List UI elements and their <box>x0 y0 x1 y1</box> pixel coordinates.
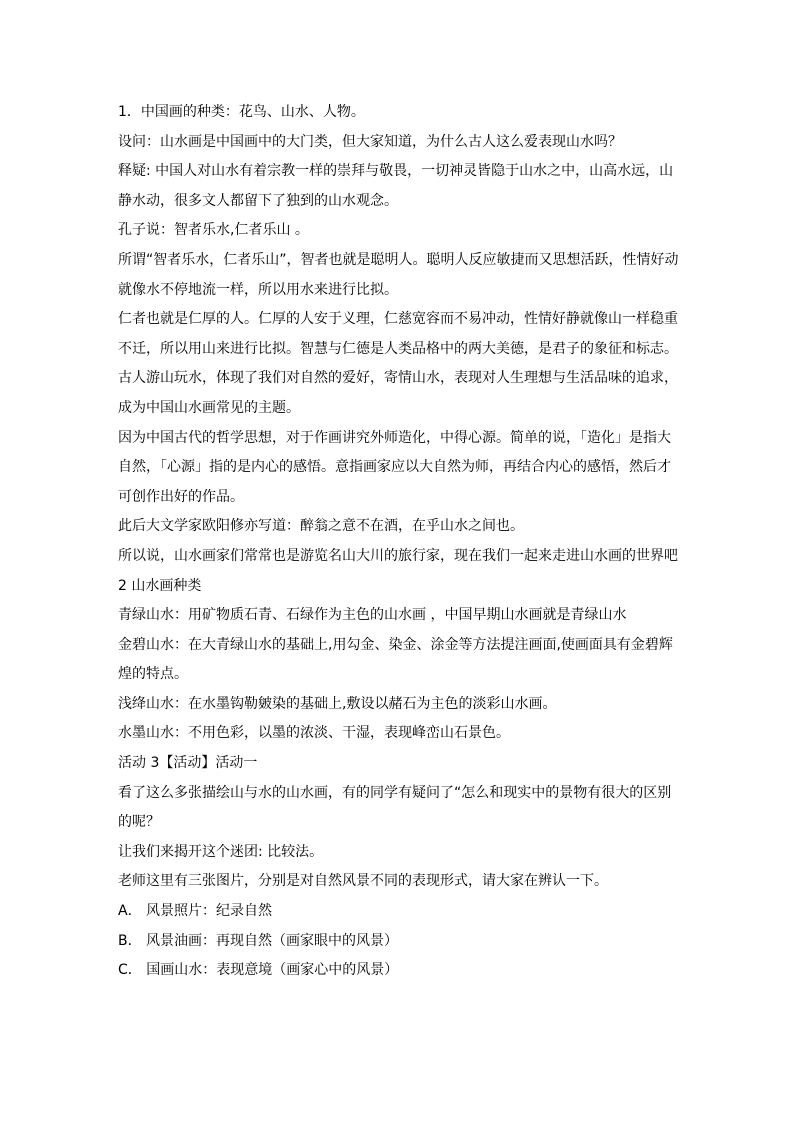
text-line-18: 青绿山水：用矿物质石青、石绿作为主色的山水画 ，中国早期山水画就是青绿山水 <box>118 607 627 624</box>
text-line-8: 仁者也就是仁厚的人。仁厚的人安于义理，仁慈宽容而不易冲动，性情好静就像山一样稳重 <box>118 311 678 328</box>
activity-heading: 活动 3【活动】活动一 <box>118 755 258 772</box>
text-line-2: 设问：山水画是中国画中的大门类，但大家知道，为什么古人这么爱表现山水吗？ <box>118 133 622 150</box>
text-line-24: 看了这么多张描绘山与水的山水画，有的同学有疑问了“怎么和现实中的景物有很大的区别 <box>118 784 672 801</box>
text-line-14: 可创作出好的作品。 <box>118 488 244 505</box>
text-line-13: 自然，「心源」指的是内心的感悟。意指画家应以大自然为师，再结合内心的感悟，然后才 <box>118 459 671 476</box>
text-line-25: 的呢？ <box>118 814 160 831</box>
text-line-10: 古人游山玩水，体现了我们对自然的爱好，寄情山水，表现对人生理想与生活品味的追求， <box>118 370 678 387</box>
text-line-7: 就像水不停地流一样，所以用水来进行比拟。 <box>118 281 398 298</box>
list-item-b: B． 风景油画：再现自然（画家眼中的风景） <box>118 932 399 949</box>
section-heading: 2 山水画种类 <box>118 577 202 594</box>
text-line-11: 成为中国山水画常见的主题。 <box>118 399 300 416</box>
list-item-c: C． 国画山水：表现意境（画家心中的风景） <box>118 962 399 979</box>
text-line-4: 静水动，很多文人都留下了独到的山水观念。 <box>118 192 398 209</box>
text-line-21: 浅绛山水：在水墨钩勒皴染的基础上,敷设以赭石为主色的淡彩山水画。 <box>118 695 557 712</box>
text-line-16: 所以说，山水画家们常常也是游览名山大川的旅行家，现在我们一起来走进山水画的世界吧 <box>118 547 678 564</box>
text-line-27: 老师这里有三张图片，分别是对自然风景不同的表现形式，请大家在辨认一下。 <box>118 873 608 890</box>
text-line-1: 1．中国画的种类：花鸟、山水、人物。 <box>118 104 365 120</box>
text-line-12: 因为中国古代的哲学思想，对于作画讲究外师造化，中得心源。简单的说，「造化」是指大 <box>118 429 671 446</box>
document-body <box>118 98 678 986</box>
list-item-a: A． 风景照片：纪录自然 <box>118 903 273 920</box>
text-line-20: 煌的特点。 <box>118 666 188 683</box>
text-line-3: 释疑: 中国人对山水有着宗教一样的崇拜与敬畏，一切神灵皆隐于山水之中，山高水远，山 <box>118 163 674 180</box>
text-line-19: 金碧山水：在大青绿山水的基础上,用勾金、染金、涂金等方法提注画面,使画面具有金碧辉 <box>118 636 673 653</box>
text-line-22: 水墨山水：不用色彩，以墨的浓淡、干湿，表现峰峦山石景色。 <box>118 725 510 742</box>
text-line-6: 所谓“智者乐水，仁者乐山”，智者也就是聪明人。聪明人反应敏捷而又思想活跃，性情好动 <box>118 251 679 268</box>
text-line-26: 让我们来揭开这个迷团: 比较法。 <box>118 843 324 860</box>
text-line-5: 孔子说：智者乐水,仁者乐山 。 <box>118 222 309 239</box>
text-line-9: 不迁，所以用山来进行比拟。智慧与仁德是人类品格中的两大美德，是君子的象征和标志。 <box>118 340 678 357</box>
text-line-15: 此后大文学家欧阳修亦写道：醉翁之意不在酒，在乎山水之间也。 <box>118 518 524 535</box>
